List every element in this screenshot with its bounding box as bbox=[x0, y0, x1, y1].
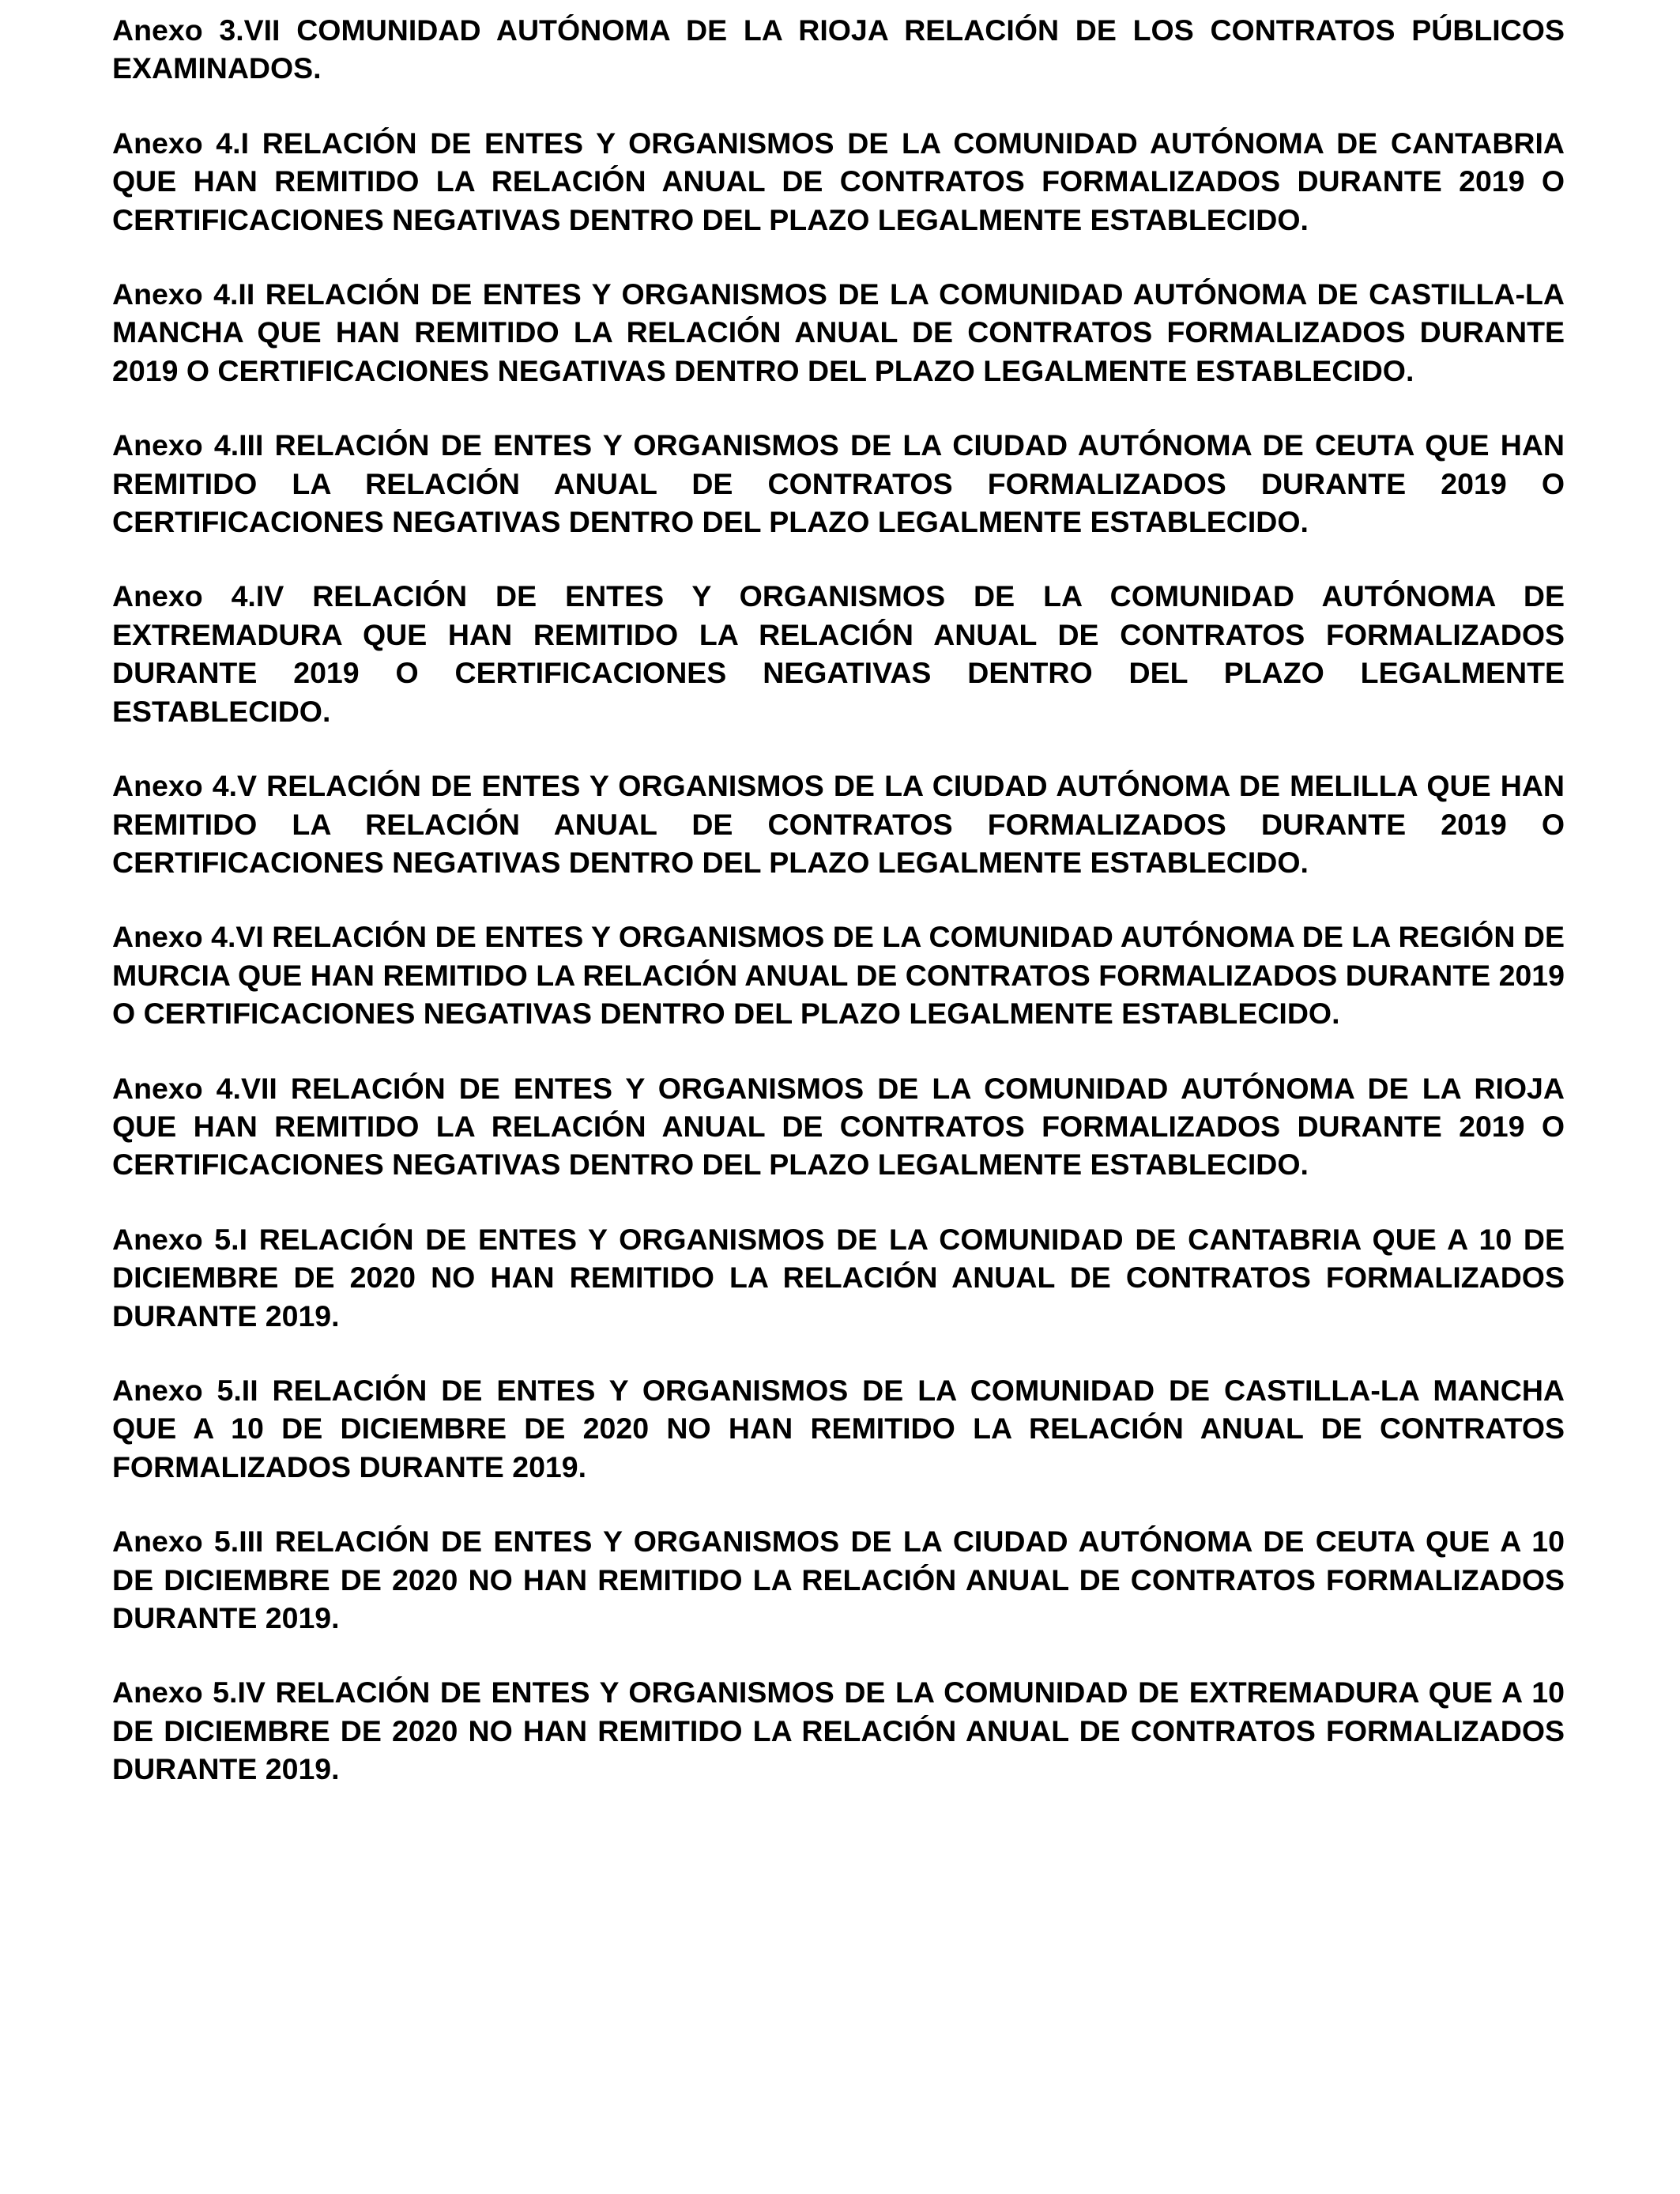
annex-entry-5-iii: Anexo 5.III RELACIÓN DE ENTES Y ORGANISMOS DE LA CIUDAD AUTÓNOMA DE CEUTA QUE A 10 DE DICIEMBRE DE 2020 NO HAN REMITIDO LA RELACIÓN ANUAL DE CONTRATOS FORMALIZADOS DURANTE 2019. bbox=[112, 1525, 1565, 1634]
annex-entry-4-vii: Anexo 4.VII RELACIÓN DE ENTES Y ORGANISMOS DE LA COMUNIDAD AUTÓNOMA DE LA RIOJA QUE HAN REMITIDO LA RELACIÓN ANUAL DE CONTRATOS FORMALIZADOS DURANTE 2019 O CERTIFICACIONES NEGATIVAS DENTRO DEL PLAZO LEGALMENTE ESTABLECIDO. bbox=[112, 1071, 1565, 1182]
document-page bbox=[112, 11, 1565, 1825]
annex-entry-4-v: Anexo 4.V RELACIÓN DE ENTES Y ORGANISMOS DE LA CIUDAD AUTÓNOMA DE MELILLA QUE HAN REMITIDO LA RELACIÓN ANUAL DE CONTRATOS FORMALIZADOS DURANTE 2019 O CERTIFICACIONES NEGATIVAS DENTRO DEL PLAZO LEGALMENTE ESTABLECIDO. bbox=[112, 769, 1565, 879]
annex-entry-4-iii: Anexo 4.III RELACIÓN DE ENTES Y ORGANISMOS DE LA CIUDAD AUTÓNOMA DE CEUTA QUE HAN REMITIDO LA RELACIÓN ANUAL DE CONTRATOS FORMALIZADOS DURANTE 2019 O CERTIFICACIONES NEGATIVAS DENTRO DEL PLAZO LEGALMENTE ESTABLECIDO. bbox=[112, 428, 1565, 539]
annex-entry-4-vi: Anexo 4.VI RELACIÓN DE ENTES Y ORGANISMOS DE LA COMUNIDAD AUTÓNOMA DE LA REGIÓN DE MURCIA QUE HAN REMITIDO LA RELACIÓN ANUAL DE CONTRATOS FORMALIZADOS DURANTE 2019 O CERTIFICACIONES NEGATIVAS DENTRO DEL PLAZO LEGALMENTE ESTABLECIDO. bbox=[112, 920, 1565, 1031]
annex-entry-4-ii: Anexo 4.II RELACIÓN DE ENTES Y ORGANISMOS DE LA COMUNIDAD AUTÓNOMA DE CASTILLA-LA MANCHA QUE HAN REMITIDO LA RELACIÓN ANUAL DE CONTRATOS FORMALIZADOS DURANTE 2019 O CERTIFICACIONES NEGATIVAS DENTRO DEL PLAZO LEGALMENTE ESTABLECIDO. bbox=[112, 277, 1565, 387]
annex-entry-3-vii: Anexo 3.VII COMUNIDAD AUTÓNOMA DE LA RIOJA RELACIÓN DE LOS CONTRATOS PÚBLICOS EXAMINADOS. bbox=[112, 13, 1565, 85]
annex-entry-5-iv: Anexo 5.IV RELACIÓN DE ENTES Y ORGANISMOS DE LA COMUNIDAD DE EXTREMADURA QUE A 10 DE DICIEMBRE DE 2020 NO HAN REMITIDO LA RELACIÓN ANUAL DE CONTRATOS FORMALIZADOS DURANTE 2019. bbox=[112, 1676, 1565, 1786]
annex-entry-5-i: Anexo 5.I RELACIÓN DE ENTES Y ORGANISMOS DE LA COMUNIDAD DE CANTABRIA QUE A 10 DE DICIEMBRE DE 2020 NO HAN REMITIDO LA RELACIÓN ANUAL DE CONTRATOS FORMALIZADOS DURANTE 2019. bbox=[112, 1222, 1565, 1333]
annex-entry-5-ii: Anexo 5.II RELACIÓN DE ENTES Y ORGANISMOS DE LA COMUNIDAD DE CASTILLA-LA MANCHA QUE A 10 DE DICIEMBRE DE 2020 NO HAN REMITIDO LA RELACIÓN ANUAL DE CONTRATOS FORMALIZADOS DURANTE 2019. bbox=[112, 1373, 1565, 1483]
annex-entry-4-iv: Anexo 4.IV RELACIÓN DE ENTES Y ORGANISMOS DE LA COMUNIDAD AUTÓNOMA DE EXTREMADURA QUE HAN REMITIDO LA RELACIÓN ANUAL DE CONTRATOS FORMALIZADOS DURANTE 2019 O CERTIFICACIONES NEGATIVAS DENTRO DEL PLAZO LEGALMENTE ESTABLECIDO. bbox=[112, 579, 1565, 728]
annex-entry-4-i: Anexo 4.I RELACIÓN DE ENTES Y ORGANISMOS DE LA COMUNIDAD AUTÓNOMA DE CANTABRIA QUE HAN REMITIDO LA RELACIÓN ANUAL DE CONTRATOS FORMALIZADOS DURANTE 2019 O CERTIFICACIONES NEGATIVAS DENTRO DEL PLAZO LEGALMENTE ESTABLECIDO. bbox=[112, 126, 1565, 236]
